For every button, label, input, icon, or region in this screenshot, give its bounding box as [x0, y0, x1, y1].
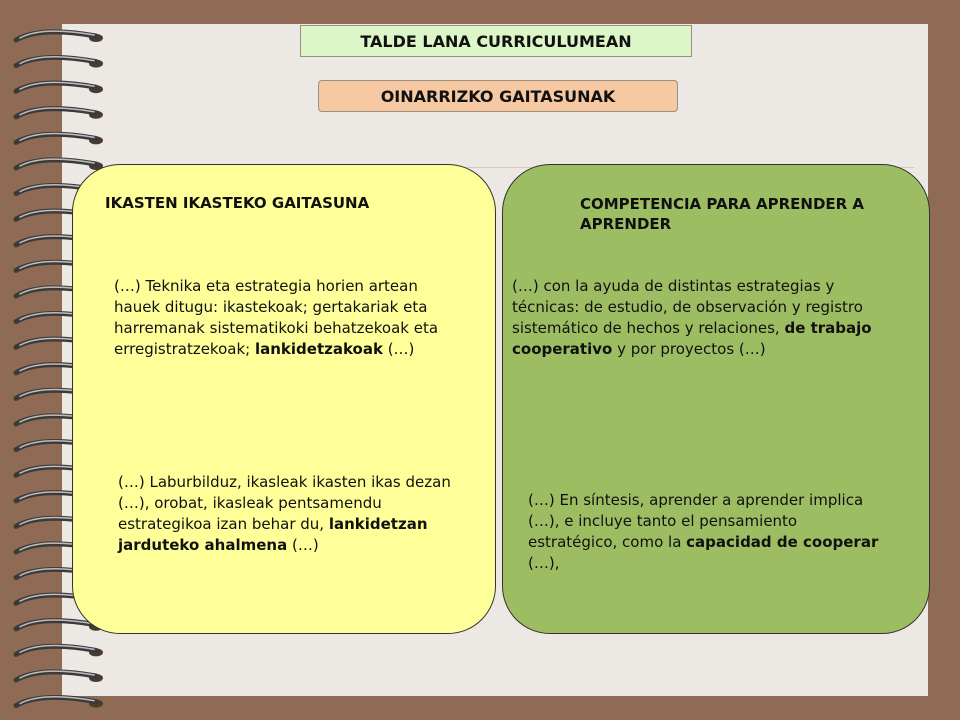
right-para1-tail: y por proyectos (…): [612, 340, 766, 358]
page-subtitle: OINARRIZKO GAITASUNAK: [380, 86, 616, 106]
left-para1-bold: lankidetzakoak: [254, 340, 383, 358]
right-panel-heading: COMPETENCIA PARA APRENDER A APRENDER: [580, 195, 865, 233]
page-title: TALDE LANA CURRICULUMEAN: [360, 31, 632, 51]
right-para2-text: (…) En síntesis, aprender a aprender implica (…), e incluye tanto el pensamiento estratégico, como la: [528, 491, 864, 551]
page-subtitle-box: [318, 80, 678, 112]
spiral-coil: [16, 108, 103, 119]
spiral-coil: [16, 57, 103, 68]
left-para2-tail: (…): [287, 536, 319, 554]
right-panel-paragraph-2: [528, 490, 888, 574]
spiral-coil: [16, 671, 103, 682]
spiral-coil: [16, 31, 103, 42]
left-para1-text: (…) Teknika eta estrategia horien artean hauek ditugu: ikastekoak; gertakariak eta harremanak sistematikoki behatzekoak eta erregistratzekoak;: [114, 277, 439, 358]
left-para2-text: (…) Laburbilduz, ikasleak ikasten ikas dezan (…), orobat, ikasleak pentsamendu estrategikoa izan behar du,: [118, 473, 451, 533]
left-panel-paragraph-2: [118, 472, 468, 556]
right-para2-tail: (…),: [528, 554, 560, 572]
spiral-coil: [16, 697, 103, 708]
right-panel-paragraph-1: [512, 276, 904, 360]
spiral-coil: [16, 646, 103, 657]
spiral-coil: [16, 134, 103, 145]
left-panel-heading: IKASTEN IKASTEKO GAITASUNA: [105, 194, 370, 212]
basque-competence-panel: [72, 164, 496, 634]
spiral-coil: [16, 82, 103, 93]
right-para1-bold: de trabajo cooperativo: [512, 319, 872, 358]
right-para2-bold: capacidad de cooperar: [686, 533, 879, 551]
spiral-coil: [16, 159, 103, 170]
page-title-box: [300, 25, 692, 57]
left-para1-tail: (…): [382, 340, 415, 358]
left-panel-paragraph-1: [114, 276, 464, 360]
right-para1-text: (…) con la ayuda de distintas estrategias y técnicas: de estudio, de observación y registro sistemático de hechos y relaciones,: [512, 277, 863, 337]
left-para2-bold: lankidetzan jarduteko ahalmena: [118, 515, 428, 554]
